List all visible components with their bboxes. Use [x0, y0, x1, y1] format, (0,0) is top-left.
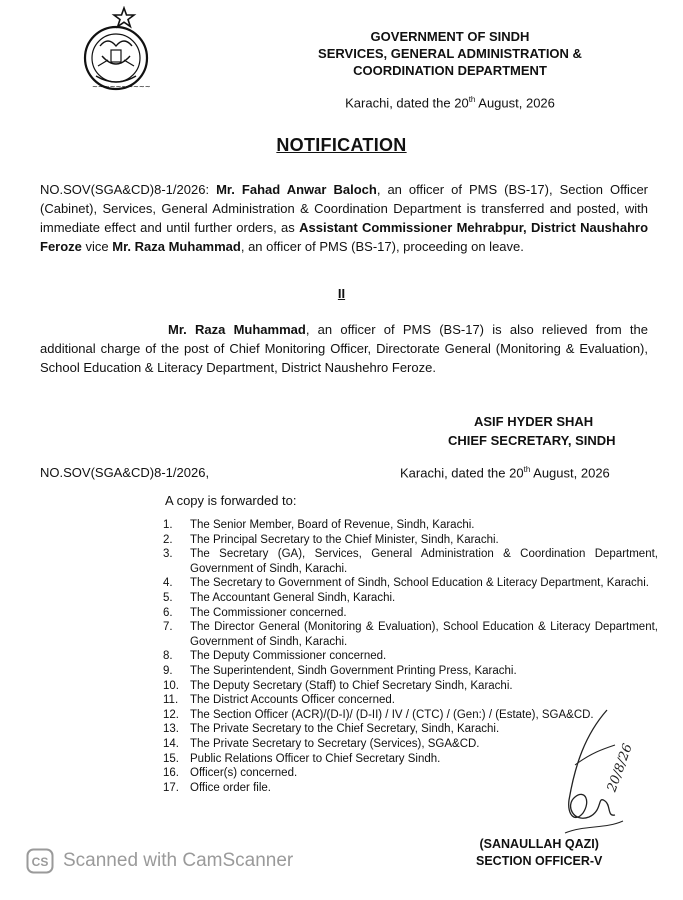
- camscanner-watermark-text: Scanned with CamScanner: [63, 850, 294, 871]
- copy-recipient-text: The District Accounts Officer concerned.: [190, 694, 395, 707]
- copy-recipient-number: 11.: [163, 694, 179, 707]
- notification-paragraph-2: [40, 320, 648, 377]
- section-numeral: II: [337, 286, 346, 301]
- posting-designation: Assistant Commissioner Mehrabpur, District Naushahro Feroze: [40, 220, 649, 254]
- copy-recipient-text: The Secretary (GA), Services, General Administration & Coordination Department, Government of Sindh, Karachi.: [190, 548, 658, 575]
- copy-recipient-item: [163, 620, 658, 649]
- letterhead-line-3: COORDINATION DEPARTMENT: [353, 63, 547, 78]
- copy-recipient-text: Office order file.: [190, 781, 271, 794]
- copy-recipient-number: 3.: [163, 548, 173, 561]
- copy-recipient-number: 12.: [163, 708, 179, 721]
- copy-recipient-text: The Deputy Commissioner concerned.: [190, 650, 387, 663]
- copy-date: [400, 465, 610, 480]
- copy-recipient-text: The Section Officer (ACR)/(D-I)/ (D-II) / IV / (CTC) / (Gen:) / (Estate), SGA&CD.: [190, 708, 594, 721]
- government-of-sindh-seal-icon: [78, 6, 154, 92]
- copy-recipient-text: The Principal Secretary to the Chief Minister, Sindh, Karachi.: [190, 533, 499, 546]
- signatory-designation: CHIEF SECRETARY, SINDH: [448, 433, 616, 448]
- copy-recipient-text: The Private Secretary to the Chief Secretary, Sindh, Karachi.: [190, 723, 500, 736]
- copy-recipient-text: Officer(s) concerned.: [190, 767, 298, 780]
- copy-recipient-text: The Superintendent, Sindh Government Printing Press, Karachi.: [190, 664, 517, 677]
- transferred-officer-name: Mr. Fahad Anwar Baloch: [216, 182, 377, 197]
- copy-date-prefix: Karachi, dated the 20: [400, 465, 524, 481]
- copy-recipient-item: [163, 533, 658, 548]
- section-officer-name: (SANAULLAH QAZI): [479, 837, 599, 851]
- paragraph-2-text: , an officer of PMS (BS-17) is also relieved from the additional charge of the post of Chief Monitoring Officer, Directorate General (Monitoring & Evaluation), School Education & Literacy Department, District Naushehro Feroze.: [40, 322, 648, 375]
- copy-recipient-text: The Accountant General Sindh, Karachi.: [190, 591, 396, 604]
- letterhead-line-1: GOVERNMENT OF SINDH: [370, 29, 530, 44]
- copy-recipient-item: [163, 576, 658, 591]
- copy-recipient-item: [163, 518, 658, 533]
- copy-recipient-text: The Private Secretary to Secretary (Services), SGA&CD.: [190, 737, 480, 750]
- copy-recipient-item: [163, 664, 658, 679]
- paragraph-1-text-a: , an officer of PMS (BS-17), Section Officer (Cabinet), Services, General Administration & Coordination Department is transferred and posted, with immediate effect and until further orders, as: [40, 182, 648, 235]
- issue-date: [300, 95, 600, 110]
- copy-recipient-number: 16.: [163, 767, 179, 780]
- handwritten-signature-icon: [545, 705, 655, 845]
- issue-date-suffix-sup: th: [468, 95, 476, 104]
- svg-text:~~~~~~~~~~: ~~~~~~~~~~: [92, 83, 151, 91]
- copy-forwarded-heading: A copy is forwarded to:: [165, 493, 297, 508]
- copy-recipient-text: Public Relations Officer to Chief Secretary Sindh.: [190, 752, 441, 765]
- section-officer-signature-block: [476, 836, 602, 870]
- copy-recipient-text: The Director General (Monitoring & Evaluation), School Education & Literacy Department, Government of Sindh, Karachi.: [190, 621, 658, 648]
- copy-recipient-number: 6.: [163, 606, 173, 619]
- copy-recipient-number: 14.: [163, 737, 179, 750]
- paragraph-1-text-b: vice: [81, 239, 113, 254]
- signatory-name: ASIF HYDER SHAH: [474, 414, 594, 429]
- copy-reference: NO.SOV(SGA&CD)8-1/2026,: [40, 465, 210, 480]
- copy-recipient-item: [163, 649, 658, 664]
- copy-recipient-number: 2.: [163, 533, 173, 546]
- vice-officer-name: Mr. Raza Muhammad: [112, 239, 241, 254]
- copy-recipient-item: [163, 679, 658, 694]
- svg-text:20/8/26: 20/8/26: [604, 741, 636, 795]
- copy-recipient-number: 4.: [163, 577, 173, 590]
- copy-recipient-number: 8.: [163, 650, 173, 663]
- copy-recipient-number: 13.: [163, 723, 179, 736]
- paragraph-1-text-c: , an officer of PMS (BS-17), proceeding on leave.: [240, 239, 524, 254]
- copy-recipient-number: 15.: [163, 752, 179, 765]
- copy-recipient-item: [163, 606, 658, 621]
- copy-recipient-item: [163, 547, 658, 576]
- camscanner-logo-icon: [26, 848, 54, 874]
- copy-recipient-item: [163, 591, 658, 606]
- letterhead: [300, 28, 600, 79]
- copy-recipient-number: 17.: [163, 781, 179, 794]
- notification-paragraph-1: [40, 180, 648, 256]
- copy-date-suffix-sup: th: [523, 465, 531, 474]
- issue-date-month-year: August, 2026: [475, 95, 555, 111]
- copy-recipient-number: 5.: [163, 591, 173, 604]
- letterhead-line-2: SERVICES, GENERAL ADMINISTRATION &: [318, 46, 582, 61]
- copy-recipient-number: 1.: [163, 519, 173, 531]
- copy-date-month-year: August, 2026: [530, 465, 610, 481]
- copy-recipient-text: The Senior Member, Board of Revenue, Sindh, Karachi.: [190, 519, 475, 531]
- copy-recipient-text: The Secretary to Government of Sindh, School Education & Literacy Department, Karachi.: [190, 577, 649, 590]
- svg-text:CS: CS: [31, 855, 49, 869]
- notification-reference: NO.SOV(SGA&CD)8-1/2026:: [40, 182, 210, 197]
- copy-recipient-number: 7.: [163, 621, 173, 634]
- section-officer-designation: SECTION OFFICER-V: [476, 854, 603, 868]
- notification-title: NOTIFICATION: [276, 135, 407, 155]
- copy-recipient-text: The Deputy Secretary (Staff) to Chief Secretary Sindh, Karachi.: [190, 679, 513, 692]
- copy-recipient-number: 10.: [163, 679, 179, 692]
- relieved-officer-name: Mr. Raza Muhammad: [168, 322, 306, 337]
- issue-date-prefix: Karachi, dated the 20: [345, 95, 469, 111]
- copy-recipient-text: The Commissioner concerned.: [190, 606, 347, 619]
- copy-recipient-number: 9.: [163, 664, 173, 677]
- chief-secretary-signature-block: [448, 412, 616, 450]
